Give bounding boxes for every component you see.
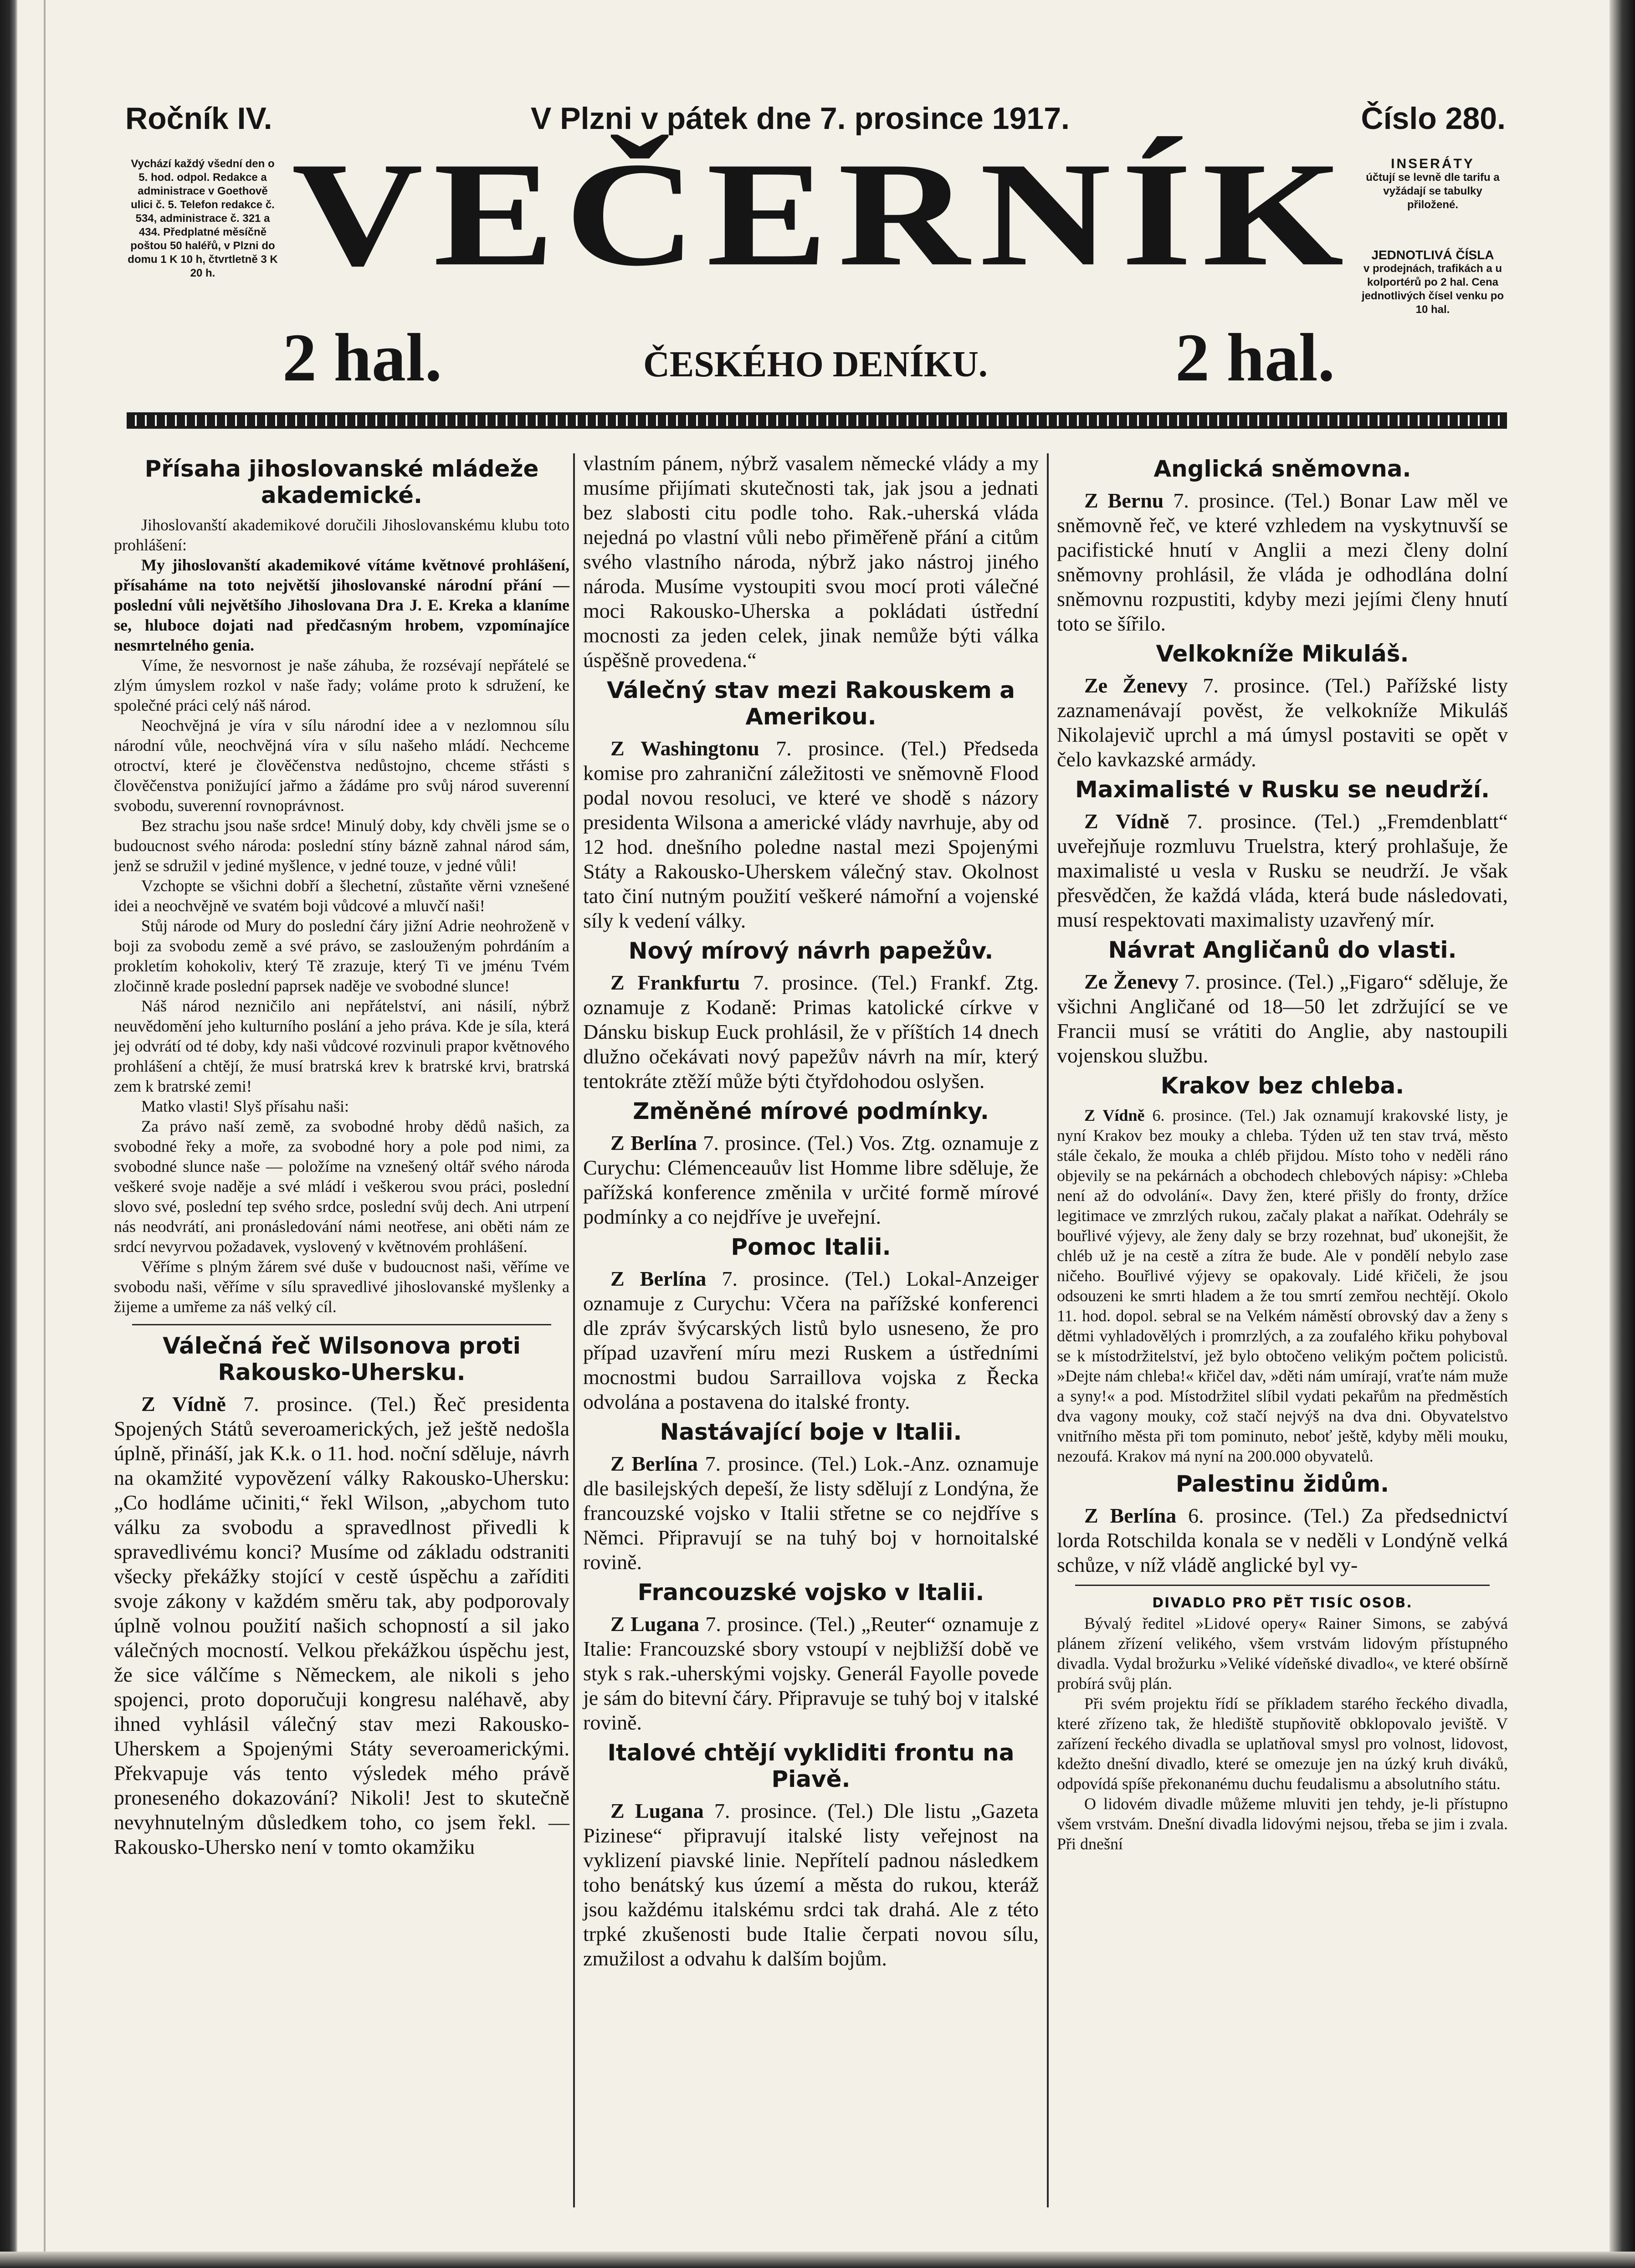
dateline: Z Frankfurtu — [610, 971, 740, 994]
headline-help-italy: Pomoc Italii. — [731, 1234, 891, 1260]
left-ear-notice: Vychází každý všední den o 5. hod. odpol. Redakce a administrace v Goethově ulici č. 5. Telefon redakce č. 534, administrace č. 321 a 434. Předplatné měsíčně poštou 50 haléřů, v Plzni do domu 1 K 10 h, čtvrtletně 3 K 20 h. — [128, 158, 278, 279]
column-2 — [583, 451, 1039, 1971]
article-peace-terms — [583, 1131, 1039, 1229]
price-left: 2 hal. — [282, 320, 442, 395]
dateline: Ze Ženevy — [1084, 674, 1188, 697]
article-italy-battles — [583, 1452, 1039, 1575]
paragraph: Bez strachu jsou naše srdce! Minulý doby, kdy chvěli jsme se o budoucnost svého národa: poslední stíny bázně zahnal národ sám, jenž se sdružil v jediné myšlence, v jedné touze, v jedné vůli! — [114, 816, 569, 875]
article-commons — [1057, 488, 1508, 636]
newspaper-subtitle: ČESKÉHO DENÍKU. — [643, 344, 988, 385]
right-ear-heading-2: JEDNOTLIVÁ ČÍSLA — [1371, 248, 1494, 262]
price-right: 2 hal. — [1175, 320, 1335, 395]
dateline: Z Vídně — [1084, 810, 1169, 833]
article-continuation: vlastním pánem, nýbrž vasalem německé vlády a my musíme přijímati skutečnosti tak, jak jsou a jednati bez slabosti citu podle toho. Rak.-uherská vláda nejedná po vlastní vůli nebo přiměřeně přání a citům svého vlastního národa, nýbrž jako nástroj jiného národa. Musíme vystoupiti svou mocí proti válečné moci Rakousko-Uherska a pokládati ústřední mocnosti za jeden celek, jinak nemůže býti válka úspěšně provedena.“ — [583, 452, 1039, 672]
paragraph: Matko vlasti! Slyš přísahu naši: — [141, 1097, 349, 1115]
paragraph: My jihoslovanští akademikové vítáme květnové prohlášení, přísaháme na toto největší jihoslovanské národní přání — poslední vůli největšího Jihoslovana Dra J. E. Kreka a klaníme se, hluboce dojati nad předčasným hrobem, vzpomínajíce nesmrtelného genia. — [114, 556, 569, 654]
article-war-state — [583, 736, 1039, 933]
article-text: 7. prosince. (Tel.) Bonar Law měl ve sněmovně řeč, ve které vzhledem na vyskytnuvší se pacifistické hnutí v Anglii a mezi členy dolní sněmovny prohlásil, že vláda je odhodlána dolní sněmovnu rozpustiti, kdyby mezi jejími členy hnutí toto se šířilo. — [1057, 489, 1508, 635]
scan-edge-bottom — [0, 2252, 1635, 2268]
masthead-rule — [127, 412, 1507, 429]
article-text: 6. prosince. (Tel.) Jak oznamují krakovské listy, je nyní Krakov bez mouky a chleba. Týden už ten stav trvá, město stále čekalo, že mouka a chléb přijdou. Místo toho v neděli ráno objevily se na pekárnách a obchodech chlebových nápisy: »Chleba není až do odvolání«. Davy žen, které přišly do fronty, držíce legitimace ve zmrzlých rukou, začaly plakat a naříkat. Odehrály se bouřlivé výjevy, ale ženy daly se brzy rozehnat, buď ukonejšit, že chléb už je na cestě a zítra že bude. Ale v pondělí nebylo zase ničeho. Bouřlivé výjevy se opakovaly. Lidé křičeli, že jsou odsouzeni ke smrti hladem a že tou smrtí zemřou nechtějí. Okolo 11. hod. dopol. sebral se na Velkém náměstí obrovský dav a ženy s dětmi vyhladovělých i promrzlých, a za zoufalého křiku pohyboval se k místodržitelství, jež bylo obtočeno velikým počtem policistů. »Dejte nám chleba!« křičel dav, »děti nám umírají, vraťte nám muže a syny!« a pod. Místodržitel slíbil vydati pekařům na předměstích dva vagony mouky, což stačí nejvýš na dva dni. Obyvatelstvo vnitřního města při tom pominuto, neboť ještě, kdyby měli mouku, nezoufá. Krakov má nyní na 200.000 obyvatelů. — [1057, 1106, 1508, 1465]
headline-maximalists: Maximalisté v Rusku se neudrží. — [1075, 776, 1490, 803]
article-maximalists — [1057, 809, 1508, 932]
article-text: 7. prosince. (Tel.) Lok.-Anz. oznamuje dle basilejských depeší, že listy sdělují z Londýna, že francouzské vojsko v Italii střetne se co nejdříve s Němci. Připravují se na tuhý boj v hornoitalské rovině. — [583, 1452, 1039, 1574]
article-krakow — [1057, 1105, 1508, 1466]
headline-commons: Anglická sněmovna. — [1153, 456, 1411, 482]
dateline: Ze Ženevy — [1084, 970, 1179, 993]
article-text: 7. prosince. (Tel.) Dle listu „Gazeta Pizinese“ připravují italské listy veřejnost na vyklizení piavské linie. Nepřítelí padnou následkem toho benátský kus území a města do rukou, kteráž jsou každému italskému srdci tak drahá. Ale z této trpké zkušenosti bude Italie čerpati novou sílu, zmužilost a odvahu k dalším bojům. — [583, 1799, 1039, 1970]
article-return-english — [1057, 970, 1508, 1068]
article-french-army — [583, 1612, 1039, 1735]
issue-number: Číslo 280. — [1361, 101, 1506, 136]
article-text: 6. prosince. (Tel.) Za předsednictví lorda Rotschilda konala se v neděli v Londýně velká schůze, v níž vládě anglické byl vy- — [1057, 1504, 1508, 1576]
column-1 — [114, 451, 569, 1859]
dateline: Z Lugana — [610, 1799, 704, 1822]
article-text: 7. prosince. (Tel.) „Fremdenblatt“ uveřejňuje rozmluvu Truelstra, který prohlašuje, že maximalisté u vesla v Rusku se neudrží. Je však přesvědčen, že každá vláda, která bude následovati, musí respektovati maximalisty uzavřený mír. — [1057, 810, 1508, 931]
paper-fold — [44, 0, 46, 2268]
right-ear-text: účtují se levně dle tarifu a vyžádají se tabulky přiložené. — [1366, 171, 1500, 211]
dateline: Z Vídně — [141, 1392, 226, 1416]
article-piave — [583, 1799, 1039, 1971]
headline-grand-duke: Velkokníže Mikuláš. — [1156, 641, 1409, 667]
article-text: 7. prosince. (Tel.) Frankf. Ztg. oznamuje z Kodaně: Primas katolické církve v Dánsku biskup Euck prohlásil, že v příštích 14 dnech dlužno očekávati nový papežův návrh na mír, který tentokráte ztěží může býti čtyřdohodou oslyšen. — [583, 971, 1039, 1093]
volume-number: Ročník IV. — [125, 101, 272, 136]
article-text: 7. prosince. (Tel.) Předseda komise pro zahraniční záležitosti ve sněmovně Flood podal novou resoluci, ve které ve shodě s názory presidenta Wilsona a americké vlády navrhuje, aby od 12 hod. dnešního poledne nastal mezi Spojenými Státy a Rakousko-Uherskem válečný stav. Okolnost tato činí nutným použití veškeré námořní a vojenské síly k vedení války. — [583, 737, 1039, 932]
paragraph: Při svém projektu řídí se příkladem starého řeckého divadla, které zřízeno tak, že hlediště stupňovitě obklopovalo jeviště. V zařízení řeckého divadla se uplatňoval smysl pro volnost, lidovost, kdežto dnešní divadlo, které se omezuje jen na úzký kruh diváků, odpovídá spíše překonanému duchu feudalismu a absolutního státu. — [1057, 1694, 1508, 1793]
paragraph: Bývalý ředitel »Lidové opery« Rainer Simons, se zabývá plánem zřízení velikého, všem vrstvám lidovým přístupného divadla. Vydal brožurku »Veliké vídeňské divadlo«, ve které obšírně probírá svůj plán. — [1057, 1614, 1508, 1693]
headline-french-army: Francouzské vojsko v Italii. — [637, 1579, 984, 1606]
article-separator — [132, 1324, 551, 1325]
article-text: 7. prosince. (Tel.) Vos. Ztg. oznamuje z Curychu: Clémenceauův list Homme libre sděluje, že pařížská konference změnila v určité formě mírové podmínky a co nejdříve je uveřejní. — [583, 1131, 1039, 1228]
article-text: 7. prosince. (Tel.) Řeč presidenta Spojených Států severoamerických, jež ještě nedošla úplně, přináší, jak K.k. o 11. hod. noční sděluje, návrh na okamžité vypovězení války Rakousko-Uhersku: „Co hodláme učiniti,“ řekl Wilson, „abychom tuto válku za svobodu a spravedlnost přivedli k spravedlivému konci? Musíme od základu odstraniti všecky překážky stojící v cestě úspěchu a zaříditi svoje zákony v každém směru tak, aby podporovaly úplně volnou použití našich schopností a sil jako válečných mocností. Velkou překážkou úspěchu jest, že sice válčíme s Německem, ale nikoli s jeho spojenci, proto doporučuji kongresu naléhavě, aby ihned vyhlásil válečný stav mezi Rakousko-Uherskem a Spojenými Státy severoamerickými. Překvapuje vás tento výsledek mého právě proneseného dokazování? Nikoli! Jest to skutečně nevyhnutelným důsledkem toho, co jsem řekl. — Rakousko-Uhersko není v tomto okamžiku — [114, 1392, 569, 1858]
article-help-italy — [583, 1267, 1039, 1414]
article-theatre — [1057, 1613, 1508, 1854]
headline-war-state: Válečný stav mezi Rakouskem a Amerikou. — [607, 677, 1015, 730]
paragraph: Věříme s plným žárem své duše v budoucnost naši, věříme ve svobodu naši, věříme v sílu spravedlivé jihoslovanské myšlenky a žijeme a umřeme za náš velký cíl. — [114, 1257, 569, 1316]
article-separator — [1075, 1585, 1490, 1586]
date-line: V Plzni v pátek dne 7. prosince 1917. — [531, 101, 1070, 136]
dateline: Z Washingtonu — [610, 737, 759, 760]
dateline: Z Berlína — [610, 1452, 698, 1475]
dateline: Z Bernu — [1084, 489, 1164, 512]
headline-palestine: Palestinu židům. — [1175, 1471, 1389, 1497]
paragraph: Víme, že nesvornost je naše záhuba, že rozsévají nepřátelé se zlým úmyslem rozkol v naše řady; voláme proto k sdružení, ke společné práci celý náš národ. — [114, 656, 569, 714]
dateline: Z Berlína — [610, 1267, 707, 1290]
scan-edge-right — [1609, 0, 1635, 2268]
article-text: 7. prosince. (Tel.) Lokal-Anzeiger oznamuje z Curychu: Včera na pařížské konferenci dle zpráv švýcarských listů bylo usneseno, že pro případ uzavření míru mezi Ruskem a ústředními mocnostmi budou Sarraillova vojska z Řecka odvolána a postavena do italské fronty. — [583, 1267, 1039, 1413]
dateline: Z Lugana — [610, 1612, 699, 1636]
headline-wilson: Válečná řeč Wilsonova proti Rakousko-Uhersku. — [163, 1333, 521, 1385]
dateline: Z Vídně — [1084, 1106, 1145, 1124]
column-rule-1 — [573, 453, 575, 2207]
right-ear-text-2: v prodejnách, trafikách a u kolportérů po 2 hal. Cena jednotlivých čísel venku po 10 hal. — [1361, 262, 1504, 316]
right-ear-notice — [1360, 157, 1506, 317]
article-text: 7. prosince. (Tel.) „Reuter“ oznamuje z Italie: Francouzské sbory vstoupí v nejbližší době ve styk s rak.-uherskými vojsky. Generál Fayolle povede je sám do bitevní čáry. Připravuje se tuhý boj v italské rovině. — [583, 1612, 1039, 1734]
paragraph: Náš národ nezničilo ani nepřátelství, ani násilí, nýbrž neuvědomění jeho kulturního poslání a jeho práva. Kde je síla, která jej odvrátí od té doby, kdy naši vůdcové rozvinuli prapor květnového prohlášení a chtějí, že musí bratrská krev k bratrské krvi, bratrská zem k bratrské zemi! — [114, 997, 569, 1095]
paragraph: Za právo naší země, za svobodné hroby dědů našich, za svobodné řeky a moře, za svobodné hory a pole pod nimi, za svobodné slunce naše — položíme na vznešený oltář svého národa veškeré svoje naděje a své mládí i veškerou svou práci, poslední slovo své, poslední tep svého srdce, poslední svůj dech. Ani utrpení nás neodvrátí, ani pronásledování námi neotřese, ani oběti nám ze srdcí nevyrvou požadavek, vyslovený v květnovém prohlášení. — [114, 1117, 569, 1256]
column-rule-2 — [1047, 453, 1049, 2207]
headline-piave: Italové chtějí vykliditi frontu na Piavě. — [607, 1739, 1015, 1792]
subheading-theatre: DIVADLO PRO PĚT TISÍC OSOB. — [1152, 1595, 1413, 1611]
dateline: Z Berlína — [610, 1131, 697, 1155]
headline-peace-terms: Změněné mírové podmínky. — [633, 1098, 989, 1124]
headline-italy-battles: Nastávající boje v Italii. — [660, 1419, 962, 1445]
article-oath — [114, 515, 569, 1317]
article-text: 7. prosince. (Tel.) „Figaro“ sděluje, že všichni Angličané od 18—50 let zdržující se ve Francii musí se vrátiti do Anglie, aby nastoupili vojenskou službu. — [1057, 970, 1508, 1067]
article-grand-duke — [1057, 673, 1508, 772]
article-wilson — [114, 1392, 569, 1859]
headline-oath: Přísaha jihoslovanské mládeže akademické. — [144, 456, 539, 508]
column-3 — [1057, 451, 1508, 1854]
paragraph: Vzchopte se všichni dobří a šlechetní, zůstaňte věrni vznešené idei a neochvějně ve svatém boji vůdcové a mluvčí naši! — [114, 877, 569, 915]
newspaper-title: VEČERNÍK — [292, 131, 1354, 297]
paragraph: O lidovém divadle můžeme mluviti jen tehdy, je-li přístupno všem vrstvám. Dnešní divadla lidovými nejsou, třeba se jim i zvala. Při dnešní — [1057, 1795, 1508, 1853]
paragraph: Stůj národe od Mury do poslední čáry jižní Adrie neohroženě v boji za svobodu země a své právo, se zaslouženým pohrdáním a prokletím kohokoliv, který Tě zrazuje, který Ti ve jménu Tvém zločinně krade poslední paprsek naděje ve svobodné slunce! — [114, 917, 569, 995]
headline-return-english: Návrat Angličanů do vlasti. — [1108, 937, 1457, 963]
paragraph: Jihoslovanští akademikové doručili Jihoslovanskému klubu toto prohlášení: — [114, 516, 569, 554]
article-krakow-wrap — [1057, 1105, 1508, 1466]
headline-krakow: Krakov bez chleba. — [1160, 1072, 1404, 1099]
right-ear-heading: INSERÁTY — [1391, 156, 1475, 171]
article-text: 7. prosince. (Tel.) Pařížské listy zaznamenávají pověst, že velkokníže Mikuláš Nikolajevič uprchl a má úmysl postaviti se opět v čelo kavkazské armády. — [1057, 674, 1508, 771]
article-palestine — [1057, 1503, 1508, 1577]
paragraph: Neochvějná je víra v sílu národní idee a v nezlomnou sílu národní vůle, neochvějná víra v sílu našeho mládí. Nechceme otroctví, které je člověčenstva nedůstojno, chceme střásti s člověčenstva ponižující jařmo a žádáme pro svůj národ suverenní svobodu, suverenní rovnoprávnost. — [114, 716, 569, 815]
article-pope — [583, 970, 1039, 1093]
headline-pope: Nový mírový návrh papežův. — [628, 938, 994, 964]
scan-edge-left — [0, 0, 17, 2268]
dateline: Z Berlína — [1084, 1504, 1177, 1527]
